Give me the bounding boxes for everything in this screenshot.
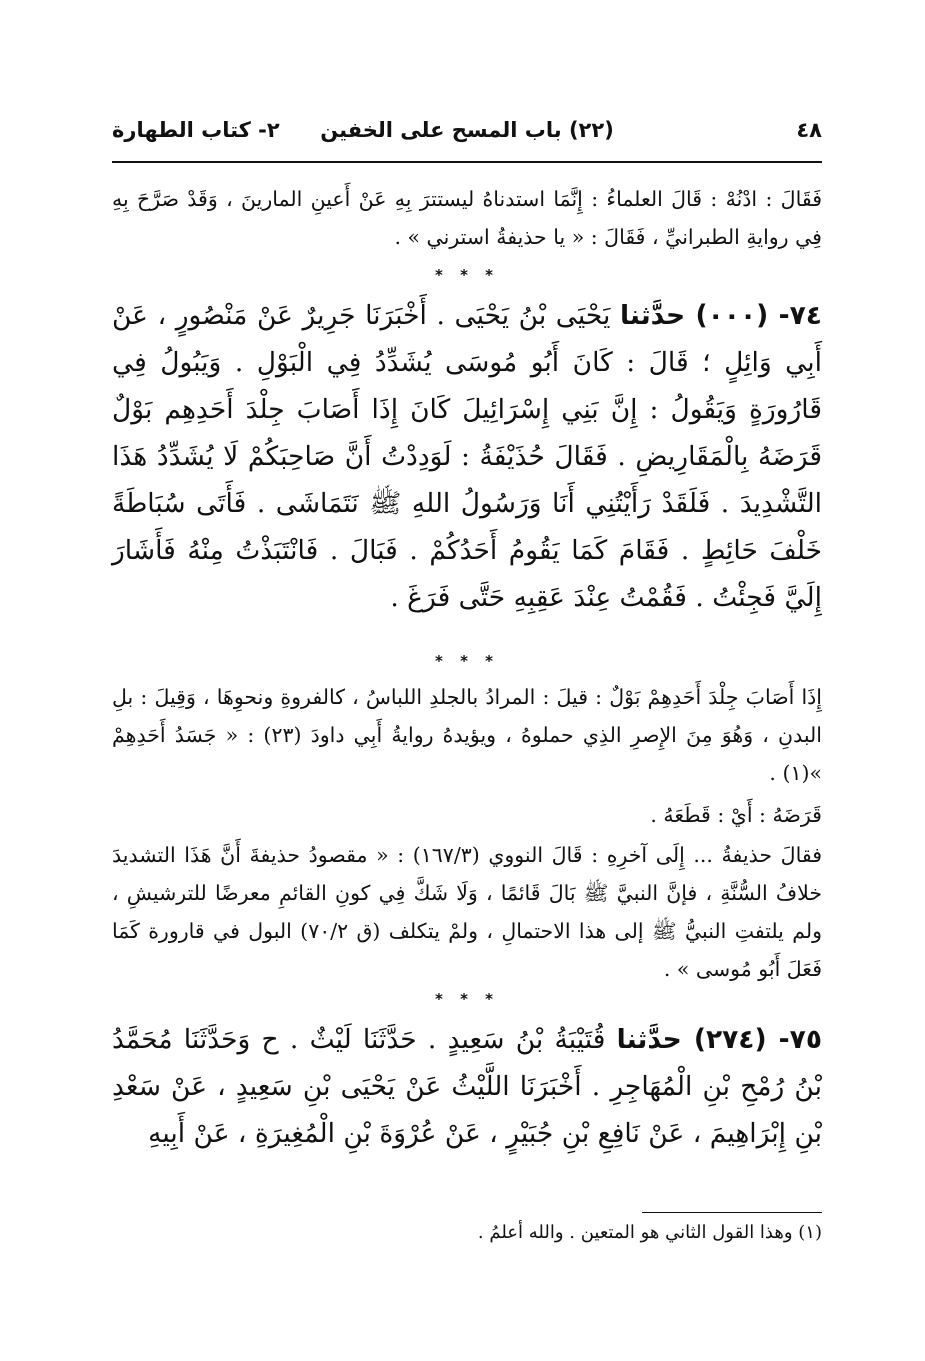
page-number: ٤٨ <box>796 118 822 142</box>
hadith-75 <box>112 1016 822 1157</box>
hadith-75-text: قُتَيْبَةُ بْنُ سَعِيدٍ . حَدَّثَنَا لَيْثٌ . ح وَحَدَّثَنَا مُحَمَّدُ بْنُ رُمْحِ بْنِ الْمُهَاجِرِ . أَخْبَرَنَا اللَّيْثُ عَنْ يَحْيَى بْنِ سَعِيدٍ ، عَنْ سَعْدِ بْنِ إِبْرَاهِيمَ ، عَنْ نَافِعِ بْنِ جُبَيْرٍ ، عَنْ عُرْوَةَ بْنِ الْمُغِيرَةِ ، عَنْ أَبِيهِ <box>112 1024 822 1149</box>
commentary-paragraph: قَرَضَهُ : أَيْ : قَطَعَهُ . <box>650 803 822 827</box>
header-divider <box>112 161 822 163</box>
intro-commentary: فَقَالَ : ادْنُهْ : قَالَ العلماءُ : إِنَّمَا استدناهُ ليستترَ بِهِ عَنْ أَعينِ المارينَ ، وَقَدْ صَرَّحَ بِهِ فِي روايةِ الطبرانيِّ ، فَقَالَ : « يا حذيفةُ استرني » . <box>112 187 822 249</box>
footnote-divider <box>642 1212 822 1213</box>
hadith-75-number: ٧٥- (٢٧٤) حدَّثنا <box>616 1024 822 1055</box>
commentary-paragraph: فقالَ حذيفةُ ... إِلَى آخرِهِ : قَالَ النووي (١٦٧/٣) : « مقصودُ حذيفةَ أَنَّ هَذَا التشديدَ خلافُ السُّنَّةِ ، فإنَّ النبيَّ ﷺ بَالَ قَائمًا ، وَلَا شَكَّ فِي كونِ القائمِ معرضًا للترشيشِ ، ولم يلتفتِ النبيُّ ﷺ إلى هذا الاحتمالِ ، ولمْ يتكلف (ق ٧٠/٢) البول في قارورة كَمَا فَعَلَ أَبُو مُوسى » . <box>112 843 823 981</box>
section-separator: * * * <box>435 652 499 670</box>
book-title: ٢- كتاب الطهارة <box>112 118 280 142</box>
hadith-74-text: يَحْيَى بْنُ يَحْيَى . أَخْبَرَنَا جَرِيرٌ عَنْ مَنْصُورٍ ، عَنْ أَبِي وَائِلٍ ؛ قَالَ : كَانَ أَبُو مُوسَى يُشَدِّدُ فِي الْبَوْلِ . وَيَبُولُ فِي قَارُورَةٍ وَيَقُولُ : إِنَّ بَنِي إِسْرَائِيلَ كَانَ إِذَا أَصَابَ جِلْدَ أَحَدِهِم بَوْلٌ قَرَضَهُ بِالْمَقَارِيضِ . فَقَالَ حُذَيْفَةُ : لَوَدِدْتُ أَنَّ صَاحِبَكُمْ لَا يُشَدِّدُ هَذَا التَّشْدِيدَ . فَلَقَدْ رَأَيْتُنِي أَنَا وَرَسُولُ اللهِ ﷺ نَتَمَاشَى . فَأَتَى سُبَاطَةً خَلْفَ حَائِطٍ . فَقَامَ كَمَا يَقُومُ أَحَدُكُمْ . فَبَالَ . فَانْتَبَذْتُ مِنْهُ فَأَشَارَ إِلَيَّ فَجِئْتُ . فَقُمْتُ عِنْدَ عَقِبِهِ حَتَّى فَرَغَ . <box>112 300 822 613</box>
hadith-74-number: ٧٤- (٠٠٠) حدَّثنا <box>619 300 822 331</box>
section-separator: * * * <box>435 266 499 284</box>
section-separator: * * * <box>435 990 499 1008</box>
hadith-74 <box>112 292 822 621</box>
commentary-paragraph: إِذَا أَصَابَ جِلْدَ أَحَدِهِمْ بَوْلٌ : قيلَ : المرادُ بالجلدِ اللباسُ ، كالفروةِ ونحوِهَا ، وَقِيلَ : بلِ البدنِ ، وَهُوَ مِنَ الإِصرِ الذِي حملوهُ ، ويؤيدهُ روايةُ أَبِي داودَ (٢٣) : « جَسَدُ أَحَدِهِمْ »(١) . <box>112 685 822 785</box>
chapter-title: (٢٢) باب المسح على الخفين <box>320 118 614 142</box>
footnote: (١) وهذا القول الثاني هو المتعين . والله أعلمُ . <box>477 1222 822 1243</box>
page-header <box>112 118 822 156</box>
